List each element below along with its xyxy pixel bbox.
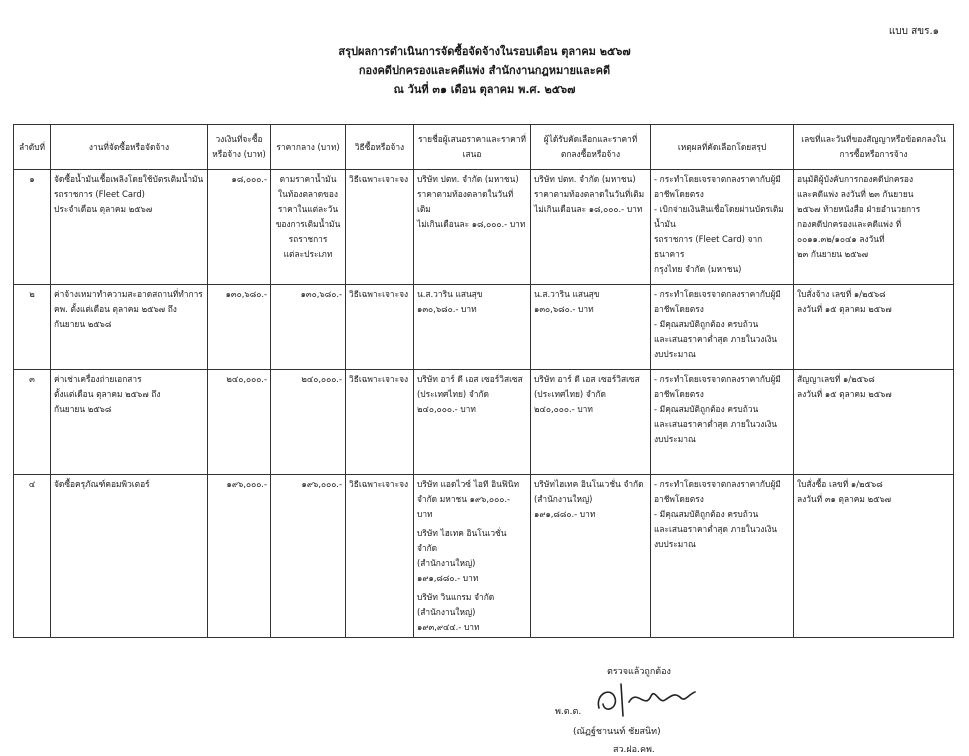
signer-position: สว.ฝอ.คพ.: [613, 745, 655, 755]
cell-budget: ๑๘,๐๐๐.-: [208, 170, 271, 285]
table-row: [14, 170, 954, 285]
cell-winner: บริษัทไฮเทค อินโนเวชั่น จำกัด (สำนักงานใหญ่) ๑๙๑,๘๘๐.- บาท: [531, 475, 651, 638]
cell-winner: บริษัท ปตท. จำกัด (มหาชน) ราคาตามท้องตลาดในวันที่เติม ไม่เกินเดือนละ ๑๘,๐๐๐.- บาท: [531, 170, 651, 285]
cell-no: ๑: [14, 170, 51, 285]
cell-reason: - กระทำโดยเจรจาตกลงราคากับผู้มี อาชีพโดยตรง - มีคุณสมบัติถูกต้อง ครบถ้วน และเสนอราคาต่ำสุด ภายในวงเงิน งบประมาณ: [651, 475, 794, 638]
cell-method: วิธีเฉพาะเจาะจง: [346, 370, 414, 475]
cell-item: ค่าจ้างเหมาทำความสะอาดสถานที่ทำการ คพ. ตั้งแต่เดือน ตุลาคม ๒๕๖๗ ถึง กันยายน ๒๕๖๘: [51, 285, 208, 370]
cell-reason: - กระทำโดยเจรจาตกลงราคากับผู้มี อาชีพโดยตรง - มีคุณสมบัติถูกต้อง ครบถ้วน และเสนอราคาต่ำสุด ภายในวงเงิน งบประมาณ: [651, 285, 794, 370]
cell-item: จัดซื้อน้ำมันเชื้อเพลิงโดยใช้บัตรเติมน้ำมัน รถราชการ (Fleet Card) ประจำเดือน ตุลาคม ๒๕๖๗: [51, 170, 208, 285]
document-header: [0, 42, 969, 99]
cell-winner: น.ส.วาริน แสนสุข ๑๓๐,๖๘๐.- บาท: [531, 285, 651, 370]
table-header-row: [14, 125, 954, 170]
col-header-budget: วงเงินที่จะซื้อหรือจ้าง (บาท): [208, 125, 271, 170]
cell-no: ๓: [14, 370, 51, 475]
procurement-table: [13, 124, 954, 638]
cell-bidders: น.ส.วาริน แสนสุข ๑๓๐,๖๘๐.- บาท: [414, 285, 531, 370]
cell-contract: ใบสั่งซื้อ เลขที่ ๑/๒๕๖๘ ลงวันที่ ๓๑ ตุลาคม ๒๕๖๗: [794, 475, 954, 638]
cell-method: วิธีเฉพาะเจาะจง: [346, 285, 414, 370]
cell-budget: ๑๓๐,๖๘๐.-: [208, 285, 271, 370]
cell-contract: สัญญาเลขที่ ๑/๒๕๖๘ ลงวันที่ ๑๕ ตุลาคม ๒๕๖๗: [794, 370, 954, 475]
col-header-contract: เลขที่และวันที่ของสัญญาหรือข้อตกลงในการซื้อหรือการจ้าง: [794, 125, 954, 170]
header-department: กองคดีปกครองและคดีแพ่ง สำนักงานกฎหมายและคดี: [358, 64, 611, 77]
checked-label: ตรวจแล้วถูกต้อง: [607, 667, 671, 677]
cell-item: จัดซื้อครุภัณฑ์คอมพิวเตอร์: [51, 475, 208, 638]
cell-median: ตามราคาน้ำมัน ในท้องตลาดของ ราคาในแต่ละวัน ของการเติมน้ำมัน รถราชการ แต่ละประเภท: [271, 170, 346, 285]
handwritten-signature: [585, 674, 705, 722]
cell-method: วิธีเฉพาะเจาะจง: [346, 170, 414, 285]
col-header-median: ราคากลาง (บาท): [271, 125, 346, 170]
signer-name: (ณัฏฐ์ชานนท์ ชัยสนิท): [573, 727, 661, 737]
cell-median: ๑๙๖,๐๐๐.-: [271, 475, 346, 638]
cell-bidders: บริษัท อาร์ ดี เอส เซอร์วิสเซส (ประเทศไทย) จำกัด ๒๔๐,๐๐๐.- บาท: [414, 370, 531, 475]
signer-rank: พ.ต.ต.: [555, 707, 582, 717]
col-header-winner: ผู้ได้รับคัดเลือกและราคาที่ตกลงซื้อหรือจ้าง: [531, 125, 651, 170]
col-header-bidders: รายชื่อผู้เสนอราคาและราคาที่เสนอ: [414, 125, 531, 170]
table-row: [14, 285, 954, 370]
header-title: สรุปผลการดำเนินการจัดซื้อจัดจ้างในรอบเดือน ตุลาคม ๒๕๖๗: [338, 45, 631, 58]
form-code: แบบ สขร.๑: [888, 26, 939, 37]
table-row: [14, 370, 954, 475]
header-date: ณ วันที่ ๓๑ เดือน ตุลาคม พ.ศ. ๒๕๖๗: [393, 83, 576, 96]
table-row: [14, 475, 954, 638]
cell-method: วิธีเฉพาะเจาะจง: [346, 475, 414, 638]
col-header-reason: เหตุผลที่คัดเลือกโดยสรุป: [651, 125, 794, 170]
col-header-item: งานที่จัดซื้อหรือจัดจ้าง: [51, 125, 208, 170]
cell-budget: ๒๔๐,๐๐๐.-: [208, 370, 271, 475]
cell-median: ๒๔๐,๐๐๐.-: [271, 370, 346, 475]
cell-winner: บริษัท อาร์ ดี เอส เซอร์วิสเซส (ประเทศไทย) จำกัด ๒๔๐,๐๐๐.- บาท: [531, 370, 651, 475]
cell-median: ๑๓๐,๖๘๐.-: [271, 285, 346, 370]
col-header-method: วิธีซื้อหรือจ้าง: [346, 125, 414, 170]
cell-reason: - กระทำโดยเจรจาตกลงราคากับผู้มี อาชีพโดยตรง - เบิกจ่ายเงินสินเชื่อโดยผ่านบัตรเติมน้ำมัน รถราชการ (Fleet Card) จากธนาคาร กรุงไทย จำกัด (มหาชน): [651, 170, 794, 285]
col-header-no: ลำดับที่: [14, 125, 51, 170]
cell-bidders: บริษัท แอดไวซ์ ไอที อินฟินิท จำกัด มหาชน ๑๙๖,๐๐๐.- บาท บริษัท ไฮเทค อินโนเวชั่น จำกัด (สำนักงานใหญ่) ๑๙๑,๘๘๐.- บาท บริษัท วินแกรม จำกัด (สำนักงานใหญ่) ๑๙๓,๙๔๔.- บาท: [414, 475, 531, 638]
cell-budget: ๑๙๖,๐๐๐.-: [208, 475, 271, 638]
cell-reason: - กระทำโดยเจรจาตกลงราคากับผู้มี อาชีพโดยตรง - มีคุณสมบัติถูกต้อง ครบถ้วน และเสนอราคาต่ำสุด ภายในวงเงิน งบประมาณ: [651, 370, 794, 475]
cell-contract: อนุมัติผู้บังคับการกองคดีปกครอง และคดีแพ่ง ลงวันที่ ๒๓ กันยายน ๒๕๖๗ ท้ายหนังสือ ฝ่ายอำนวยการ กองคดีปกครองและคดีแพ่ง ที่ ๐๐๑๑.๓๒/๑๐๔๑ ลงวันที่ ๒๓ กันยายน ๒๕๖๗: [794, 170, 954, 285]
cell-no: ๔: [14, 475, 51, 638]
cell-bidders: บริษัท ปตท. จำกัด (มหาชน) ราคาตามท้องตลาดในวันที่เติม ไม่เกินเดือนละ ๑๘,๐๐๐.- บาท: [414, 170, 531, 285]
cell-item: ค่าเช่าเครื่องถ่ายเอกสาร ตั้งแต่เดือน ตุลาคม ๒๕๖๗ ถึง กันยายน ๒๕๖๘: [51, 370, 208, 475]
cell-no: ๒: [14, 285, 51, 370]
cell-contract: ใบสั่งจ้าง เลขที่ ๑/๒๕๖๘ ลงวันที่ ๑๕ ตุลาคม ๒๕๖๗: [794, 285, 954, 370]
